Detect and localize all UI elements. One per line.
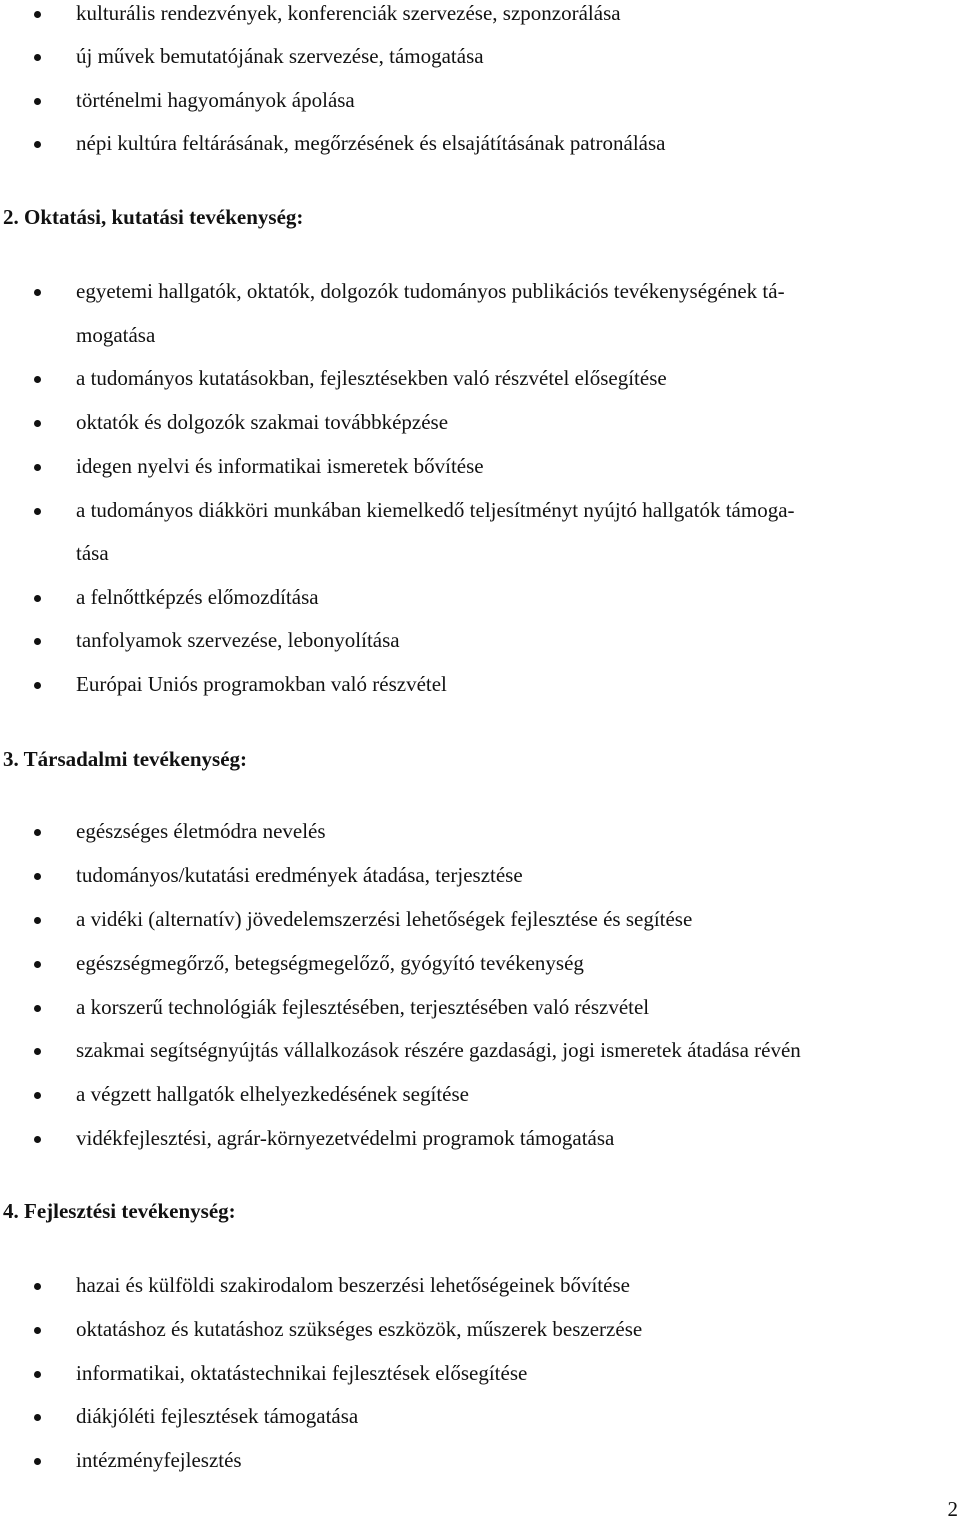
- list-item: [0, 819, 960, 863]
- list-item-text: diákjóléti fejlesztések támogatása: [76, 1404, 359, 1428]
- bullet-icon: [34, 508, 41, 515]
- list-item: [0, 951, 960, 995]
- section-heading: 3. Társadalmi tevékenység:: [3, 747, 248, 771]
- list-item-text: intézményfejlesztés: [76, 1448, 242, 1472]
- bullet-icon: [34, 595, 41, 602]
- list-item: [0, 1361, 960, 1405]
- list-item: [0, 1273, 960, 1317]
- list-item: [0, 863, 960, 907]
- list-item: [0, 1126, 960, 1170]
- list-item-continuation: [0, 541, 960, 585]
- list-item-text: szakmai segítségnyújtás vállalkozások részére gazdasági, jogi ismeretek átadása révén: [76, 1038, 801, 1062]
- list-item: [0, 410, 960, 454]
- list-item: [0, 498, 960, 542]
- bullet-icon: [34, 917, 41, 924]
- bullet-icon: [34, 11, 41, 18]
- list-item-text: a vidéki (alternatív) jövedelemszerzési lehetőségek fejlesztése és segítése: [76, 907, 693, 931]
- list-item-text: oktatók és dolgozók szakmai továbbképzése: [76, 410, 449, 434]
- page-number: 2: [947, 1497, 958, 1521]
- list-item: [0, 672, 960, 716]
- list-item-continuation: [0, 323, 960, 367]
- list-item-text: tudományos/kutatási eredmények átadása, terjesztése: [76, 863, 523, 887]
- list-item: [0, 88, 960, 132]
- list-item: [0, 131, 960, 175]
- list-item: [0, 1317, 960, 1361]
- list-item-text: népi kultúra feltárásának, megőrzésének és elsajátításának patronálása: [76, 131, 666, 155]
- bullet-icon: [34, 1005, 41, 1012]
- list-item-text: a végzett hallgatók elhelyezkedésének segítése: [76, 1082, 469, 1106]
- bullet-icon: [34, 1414, 41, 1421]
- list-item-text: tanfolyamok szervezése, lebonyolítása: [76, 628, 400, 652]
- bullet-icon: [34, 829, 41, 836]
- bullet-icon: [34, 1371, 41, 1378]
- bullet-icon: [34, 638, 41, 645]
- bullet-icon: [34, 289, 41, 296]
- list-item: [0, 1, 960, 45]
- list-item: [0, 279, 960, 323]
- bullet-icon: [34, 420, 41, 427]
- section-heading: 4. Fejlesztési tevékenység:: [3, 1199, 236, 1223]
- bullet-icon: [34, 98, 41, 105]
- list-item-text: egészséges életmódra nevelés: [76, 819, 326, 843]
- list-item: [0, 585, 960, 629]
- section-heading: 2. Oktatási, kutatási tevékenység:: [3, 205, 304, 229]
- list-item-text: a tudományos kutatásokban, fejlesztésekben való részvétel elősegítése: [76, 366, 667, 390]
- list-item: [0, 1404, 960, 1448]
- list-item-text: új művek bemutatójának szervezése, támogatása: [76, 44, 484, 68]
- list-item-text: Európai Uniós programokban való részvétel: [76, 672, 447, 696]
- list-item: [0, 44, 960, 88]
- list-item: [0, 366, 960, 410]
- list-item-text: informatikai, oktatástechnikai fejlesztések elősegítése: [76, 1361, 528, 1385]
- list-item-text: kulturális rendezvények, konferenciák szervezése, szponzorálása: [76, 1, 621, 25]
- list-item-text: idegen nyelvi és informatikai ismeretek bővítése: [76, 454, 484, 478]
- list-item-text: hazai és külföldi szakirodalom beszerzési lehetőségeinek bővítése: [76, 1273, 630, 1297]
- bullet-icon: [34, 141, 41, 148]
- bullet-icon: [34, 1092, 41, 1099]
- list-item-text: történelmi hagyományok ápolása: [76, 88, 355, 112]
- list-item-text: vidékfejlesztési, agrár-környezetvédelmi programok támogatása: [76, 1126, 615, 1150]
- list-item-text: tása: [76, 541, 109, 565]
- list-item-text: egészségmegőrző, betegségmegelőző, gyógyító tevékenység: [76, 951, 584, 975]
- list-item: [0, 1082, 960, 1126]
- bullet-icon: [34, 1283, 41, 1290]
- list-item: [0, 628, 960, 672]
- list-item: [0, 454, 960, 498]
- list-item-text: egyetemi hallgatók, oktatók, dolgozók tudományos publikációs tevékenységének tá-: [76, 279, 785, 303]
- bullet-icon: [34, 376, 41, 383]
- bullet-icon: [34, 1048, 41, 1055]
- list-item-text: oktatáshoz és kutatáshoz szükséges eszközök, műszerek beszerzése: [76, 1317, 643, 1341]
- list-item-text: a felnőttképzés előmozdítása: [76, 585, 319, 609]
- list-item: [0, 995, 960, 1039]
- list-item-text: a korszerű technológiák fejlesztésében, terjesztésében való részvétel: [76, 995, 650, 1019]
- list-item: [0, 907, 960, 951]
- bullet-icon: [34, 873, 41, 880]
- bullet-icon: [34, 1327, 41, 1334]
- bullet-icon: [34, 464, 41, 471]
- bullet-icon: [34, 682, 41, 689]
- bullet-icon: [34, 54, 41, 61]
- bullet-icon: [34, 961, 41, 968]
- list-item-text: mogatása: [76, 323, 156, 347]
- bullet-icon: [34, 1136, 41, 1143]
- list-item-text: a tudományos diákköri munkában kiemelkedő teljesítményt nyújtó hallgatók támoga-: [76, 498, 795, 522]
- bullet-icon: [34, 1458, 41, 1465]
- list-item: [0, 1448, 960, 1492]
- list-item: [0, 1038, 960, 1082]
